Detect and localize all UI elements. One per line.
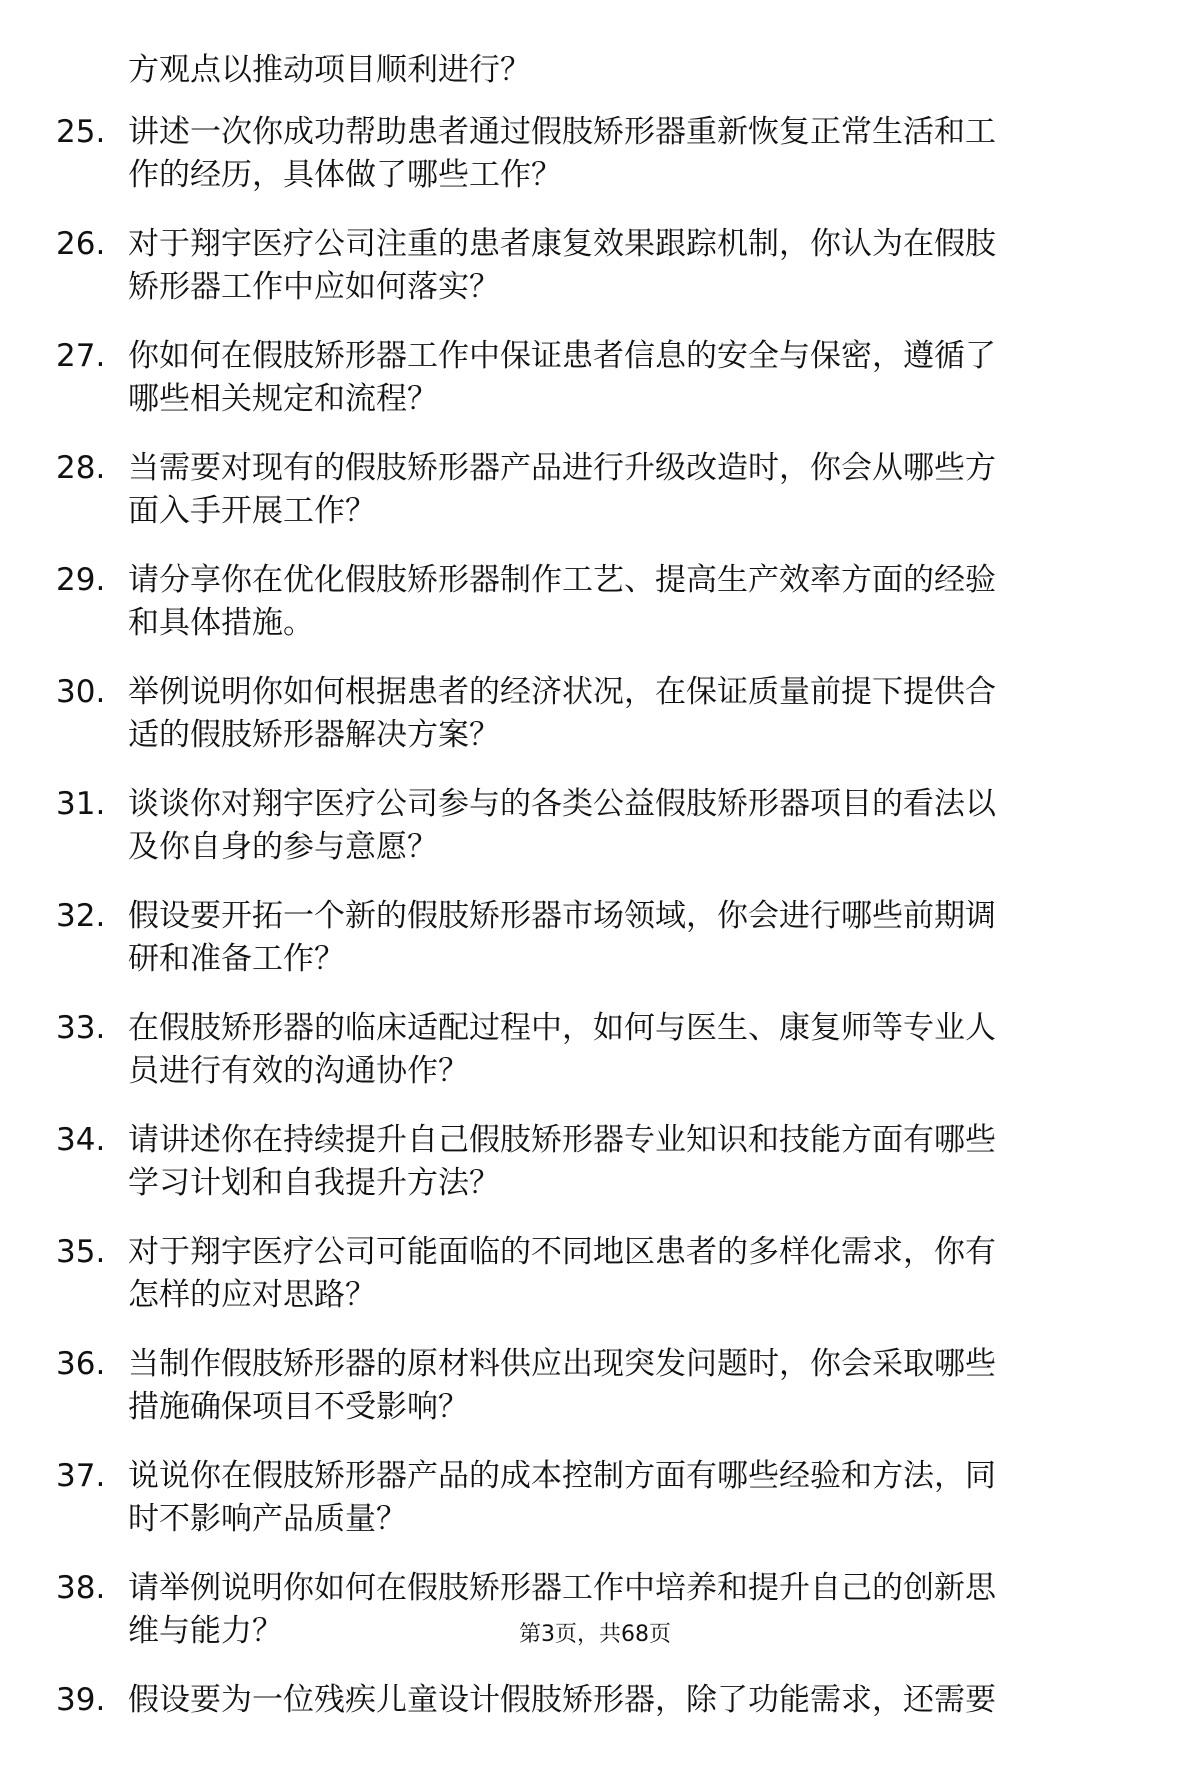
question-number: 30. bbox=[56, 674, 106, 710]
question-text-line: 研和准备工作？ bbox=[128, 941, 345, 977]
question-text-line: 矫形器工作中应如何落实？ bbox=[128, 269, 500, 305]
question-continuation-text: 方观点以推动项目顺利进行？ bbox=[128, 52, 531, 88]
question-text-line: 及你自身的参与意愿？ bbox=[128, 829, 438, 865]
question-number: 37. bbox=[56, 1458, 106, 1494]
question-item bbox=[0, 782, 1190, 894]
question-text-line: 对于翔宇医疗公司注重的患者康复效果跟踪机制，你认为在假肢 bbox=[128, 226, 996, 262]
question-text-line: 你如何在假肢矫形器工作中保证患者信息的安全与保密，遵循了 bbox=[128, 338, 996, 374]
question-item bbox=[0, 1118, 1190, 1230]
question-number: 35. bbox=[56, 1234, 106, 1270]
question-text-line: 举例说明你如何根据患者的经济状况，在保证质量前提下提供合 bbox=[128, 674, 996, 710]
question-number: 39. bbox=[56, 1682, 106, 1718]
question-number: 25. bbox=[56, 114, 106, 150]
question-text-line: 作的经历，具体做了哪些工作？ bbox=[128, 157, 562, 193]
question-text-line: 时不影响产品质量？ bbox=[128, 1501, 407, 1537]
page-footer: 第3页，共68页 bbox=[519, 1622, 671, 1647]
question-number: 36. bbox=[56, 1346, 106, 1382]
question-item bbox=[0, 446, 1190, 558]
question-number: 33. bbox=[56, 1010, 106, 1046]
question-item bbox=[0, 670, 1190, 782]
question-text-line: 谈谈你对翔宇医疗公司参与的各类公益假肢矫形器项目的看法以 bbox=[128, 786, 996, 822]
question-text-line: 面入手开展工作？ bbox=[128, 493, 376, 529]
question-text-line: 假设要为一位残疾儿童设计假肢矫形器，除了功能需求，还需要 bbox=[128, 1682, 996, 1718]
question-number: 28. bbox=[56, 450, 106, 486]
question-text-line: 请举例说明你如何在假肢矫形器工作中培养和提升自己的创新思 bbox=[128, 1570, 996, 1606]
question-text-line: 当制作假肢矫形器的原材料供应出现突发问题时，你会采取哪些 bbox=[128, 1346, 996, 1382]
question-text-line: 员进行有效的沟通协作？ bbox=[128, 1053, 469, 1089]
question-item bbox=[0, 110, 1190, 222]
question-number: 29. bbox=[56, 562, 106, 598]
question-text-line: 怎样的应对思路？ bbox=[128, 1277, 376, 1313]
question-text-line: 当需要对现有的假肢矫形器产品进行升级改造时，你会从哪些方 bbox=[128, 450, 996, 486]
question-item bbox=[0, 1006, 1190, 1118]
question-item bbox=[0, 334, 1190, 446]
question-number: 34. bbox=[56, 1122, 106, 1158]
question-number: 38. bbox=[56, 1570, 106, 1606]
question-text-line: 说说你在假肢矫形器产品的成本控制方面有哪些经验和方法，同 bbox=[128, 1458, 996, 1494]
question-item bbox=[0, 1454, 1190, 1566]
question-text-line: 适的假肢矫形器解决方案？ bbox=[128, 717, 500, 753]
question-item bbox=[0, 222, 1190, 334]
question-text-line: 请分享你在优化假肢矫形器制作工艺、提高生产效率方面的经验 bbox=[128, 562, 996, 598]
question-number: 26. bbox=[56, 226, 106, 262]
question-text-line: 哪些相关规定和流程？ bbox=[128, 381, 438, 417]
question-item bbox=[0, 894, 1190, 1006]
question-text-line: 对于翔宇医疗公司可能面临的不同地区患者的多样化需求，你有 bbox=[128, 1234, 996, 1270]
question-text-line: 请讲述你在持续提升自己假肢矫形器专业知识和技能方面有哪些 bbox=[128, 1122, 996, 1158]
question-number: 32. bbox=[56, 898, 106, 934]
question-item bbox=[0, 1678, 1190, 1790]
question-number: 27. bbox=[56, 338, 106, 374]
question-item bbox=[0, 1342, 1190, 1454]
question-item bbox=[0, 1230, 1190, 1342]
question-text-line: 措施确保项目不受影响？ bbox=[128, 1389, 469, 1425]
question-text-line: 假设要开拓一个新的假肢矫形器市场领域，你会进行哪些前期调 bbox=[128, 898, 996, 934]
question-number: 31. bbox=[56, 786, 106, 822]
question-text-line: 维与能力？ bbox=[128, 1613, 283, 1649]
question-text-line: 讲述一次你成功帮助患者通过假肢矫形器重新恢复正常生活和工 bbox=[128, 114, 996, 150]
question-item bbox=[0, 558, 1190, 670]
question-text-line: 和具体措施。 bbox=[128, 605, 314, 641]
question-list bbox=[0, 110, 1190, 1790]
question-text-line: 学习计划和自我提升方法？ bbox=[128, 1165, 500, 1201]
question-text-line: 在假肢矫形器的临床适配过程中，如何与医生、康复师等专业人 bbox=[128, 1010, 996, 1046]
